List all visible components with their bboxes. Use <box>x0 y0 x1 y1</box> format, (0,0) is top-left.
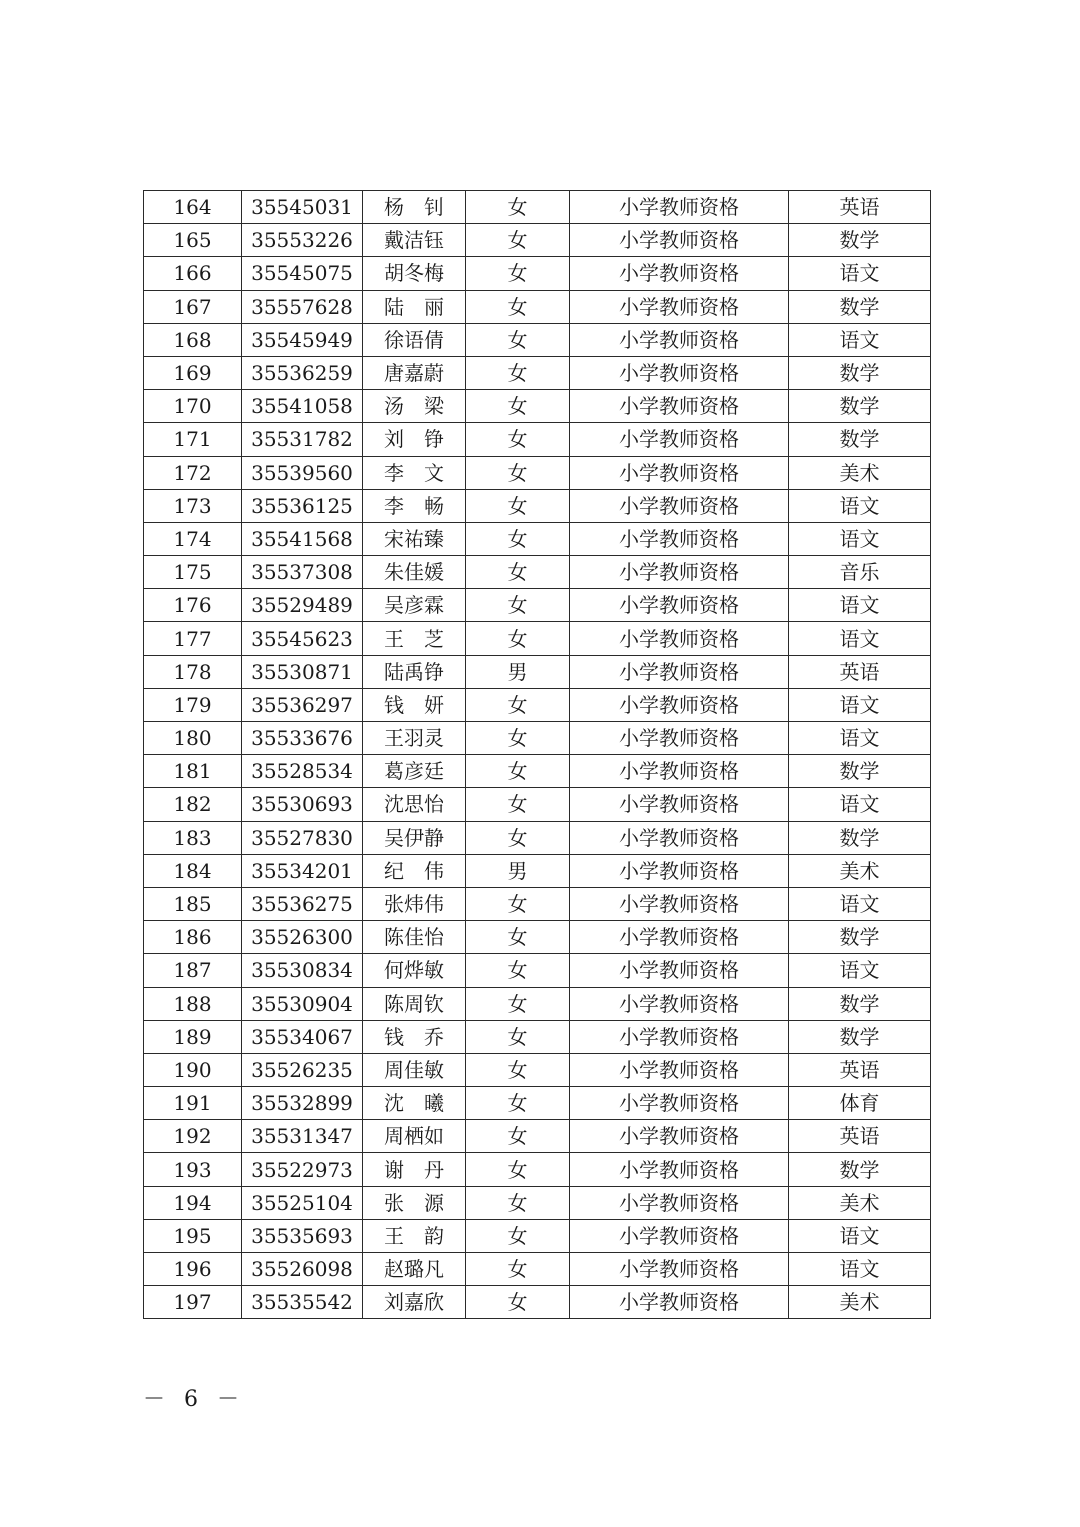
qualification-cell: 小学教师资格 <box>570 688 789 721</box>
qualification-cell: 小学教师资格 <box>570 323 789 356</box>
exam-id-cell: 35525104 <box>242 1186 363 1219</box>
name-cell: 李 文 <box>363 456 466 489</box>
name-cell: 钱 乔 <box>363 1020 466 1053</box>
subject-cell: 语文 <box>789 688 931 721</box>
subject-cell: 美术 <box>789 1186 931 1219</box>
row-number-cell: 172 <box>144 456 242 489</box>
qualification-cell: 小学教师资格 <box>570 921 789 954</box>
subject-cell: 语文 <box>789 522 931 555</box>
exam-id-cell: 35531347 <box>242 1120 363 1153</box>
name-cell: 陈周钦 <box>363 987 466 1020</box>
name-cell: 纪 伟 <box>363 854 466 887</box>
table-row <box>144 489 931 522</box>
subject-cell: 数学 <box>789 224 931 257</box>
gender-cell: 女 <box>466 755 570 788</box>
row-number-cell: 192 <box>144 1120 242 1153</box>
subject-cell: 数学 <box>789 1153 931 1186</box>
exam-id-cell: 35533676 <box>242 722 363 755</box>
exam-id-cell: 35530871 <box>242 655 363 688</box>
table-row <box>144 1053 931 1086</box>
name-cell: 陈佳怡 <box>363 921 466 954</box>
row-number-cell: 174 <box>144 522 242 555</box>
gender-cell: 女 <box>466 423 570 456</box>
qualification-cell: 小学教师资格 <box>570 887 789 920</box>
qualification-cell: 小学教师资格 <box>570 290 789 323</box>
row-number-cell: 185 <box>144 887 242 920</box>
row-number-cell: 188 <box>144 987 242 1020</box>
gender-cell: 女 <box>466 887 570 920</box>
exam-id-cell: 35530693 <box>242 788 363 821</box>
name-cell: 戴洁钰 <box>363 224 466 257</box>
subject-cell: 语文 <box>789 887 931 920</box>
name-cell: 王 韵 <box>363 1219 466 1252</box>
name-cell: 赵璐凡 <box>363 1253 466 1286</box>
name-cell: 陆 丽 <box>363 290 466 323</box>
exam-id-cell: 35528534 <box>242 755 363 788</box>
exam-id-cell: 35545949 <box>242 323 363 356</box>
table-row <box>144 522 931 555</box>
row-number-cell: 165 <box>144 224 242 257</box>
qualification-cell: 小学教师资格 <box>570 257 789 290</box>
subject-cell: 数学 <box>789 356 931 389</box>
exam-id-cell: 35522973 <box>242 1153 363 1186</box>
qualification-cell: 小学教师资格 <box>570 456 789 489</box>
table-row <box>144 722 931 755</box>
gender-cell: 女 <box>466 290 570 323</box>
subject-cell: 英语 <box>789 1120 931 1153</box>
name-cell: 葛彦廷 <box>363 755 466 788</box>
subject-cell: 语文 <box>789 722 931 755</box>
exam-id-cell: 35536259 <box>242 356 363 389</box>
name-cell: 徐语倩 <box>363 323 466 356</box>
subject-cell: 数学 <box>789 423 931 456</box>
name-cell: 吴彦霖 <box>363 589 466 622</box>
table-row <box>144 755 931 788</box>
gender-cell: 女 <box>466 954 570 987</box>
name-cell: 宋祐臻 <box>363 522 466 555</box>
qualification-cell: 小学教师资格 <box>570 1253 789 1286</box>
exam-id-cell: 35536125 <box>242 489 363 522</box>
qualification-cell: 小学教师资格 <box>570 722 789 755</box>
exam-id-cell: 35545075 <box>242 257 363 290</box>
row-number-cell: 179 <box>144 688 242 721</box>
subject-cell: 体育 <box>789 1087 931 1120</box>
name-cell: 胡冬梅 <box>363 257 466 290</box>
gender-cell: 女 <box>466 522 570 555</box>
gender-cell: 女 <box>466 788 570 821</box>
row-number-cell: 177 <box>144 622 242 655</box>
gender-cell: 女 <box>466 224 570 257</box>
qualification-cell: 小学教师资格 <box>570 987 789 1020</box>
gender-cell: 女 <box>466 1286 570 1319</box>
row-number-cell: 191 <box>144 1087 242 1120</box>
qualification-cell: 小学教师资格 <box>570 489 789 522</box>
row-number-cell: 181 <box>144 755 242 788</box>
qualification-cell: 小学教师资格 <box>570 1186 789 1219</box>
subject-cell: 数学 <box>789 821 931 854</box>
name-cell: 钱 妍 <box>363 688 466 721</box>
gender-cell: 女 <box>466 556 570 589</box>
row-number-cell: 194 <box>144 1186 242 1219</box>
gender-cell: 女 <box>466 722 570 755</box>
exam-id-cell: 35535542 <box>242 1286 363 1319</box>
name-cell: 刘 铮 <box>363 423 466 456</box>
qualification-cell: 小学教师资格 <box>570 821 789 854</box>
table-row <box>144 688 931 721</box>
roster-sheet <box>143 190 930 1319</box>
subject-cell: 语文 <box>789 1253 931 1286</box>
exam-id-cell: 35532899 <box>242 1087 363 1120</box>
name-cell: 唐嘉蔚 <box>363 356 466 389</box>
table-row <box>144 556 931 589</box>
table-row <box>144 987 931 1020</box>
gender-cell: 女 <box>466 456 570 489</box>
subject-cell: 语文 <box>789 257 931 290</box>
row-number-cell: 183 <box>144 821 242 854</box>
table-row <box>144 456 931 489</box>
exam-id-cell: 35541058 <box>242 390 363 423</box>
row-number-cell: 168 <box>144 323 242 356</box>
gender-cell: 女 <box>466 356 570 389</box>
name-cell: 周栖如 <box>363 1120 466 1153</box>
name-cell: 张炜伟 <box>363 887 466 920</box>
qualification-cell: 小学教师资格 <box>570 224 789 257</box>
exam-id-cell: 35537308 <box>242 556 363 589</box>
qualification-cell: 小学教师资格 <box>570 954 789 987</box>
name-cell: 何烨敏 <box>363 954 466 987</box>
qualification-cell: 小学教师资格 <box>570 522 789 555</box>
gender-cell: 男 <box>466 655 570 688</box>
table-row <box>144 1219 931 1252</box>
qualification-cell: 小学教师资格 <box>570 1120 789 1153</box>
row-number-cell: 190 <box>144 1053 242 1086</box>
row-number-cell: 178 <box>144 655 242 688</box>
exam-id-cell: 35535693 <box>242 1219 363 1252</box>
table-row <box>144 821 931 854</box>
qualification-cell: 小学教师资格 <box>570 1153 789 1186</box>
row-number-cell: 195 <box>144 1219 242 1252</box>
exam-id-cell: 35527830 <box>242 821 363 854</box>
row-number-cell: 164 <box>144 191 242 224</box>
row-number-cell: 196 <box>144 1253 242 1286</box>
subject-cell: 语文 <box>789 788 931 821</box>
table-row <box>144 887 931 920</box>
table-row <box>144 954 931 987</box>
gender-cell: 女 <box>466 1253 570 1286</box>
subject-cell: 美术 <box>789 456 931 489</box>
exam-id-cell: 35530904 <box>242 987 363 1020</box>
table-row <box>144 191 931 224</box>
exam-id-cell: 35553226 <box>242 224 363 257</box>
subject-cell: 英语 <box>789 1053 931 1086</box>
qualification-cell: 小学教师资格 <box>570 854 789 887</box>
name-cell: 王羽灵 <box>363 722 466 755</box>
page-number: － 6 － <box>143 1387 245 1412</box>
name-cell: 刘嘉欣 <box>363 1286 466 1319</box>
name-cell: 陆禹铮 <box>363 655 466 688</box>
row-number-cell: 171 <box>144 423 242 456</box>
qualification-cell: 小学教师资格 <box>570 556 789 589</box>
row-number-cell: 189 <box>144 1020 242 1053</box>
name-cell: 谢 丹 <box>363 1153 466 1186</box>
exam-id-cell: 35531782 <box>242 423 363 456</box>
table-row <box>144 1020 931 1053</box>
table-row <box>144 589 931 622</box>
subject-cell: 数学 <box>789 921 931 954</box>
subject-cell: 数学 <box>789 987 931 1020</box>
table-row <box>144 290 931 323</box>
gender-cell: 女 <box>466 1186 570 1219</box>
gender-cell: 女 <box>466 589 570 622</box>
row-number-cell: 180 <box>144 722 242 755</box>
subject-cell: 英语 <box>789 191 931 224</box>
qualification-cell: 小学教师资格 <box>570 1087 789 1120</box>
qualification-cell: 小学教师资格 <box>570 423 789 456</box>
qualification-cell: 小学教师资格 <box>570 390 789 423</box>
table-row <box>144 1087 931 1120</box>
gender-cell: 女 <box>466 821 570 854</box>
subject-cell: 语文 <box>789 622 931 655</box>
qualification-cell: 小学教师资格 <box>570 1219 789 1252</box>
name-cell: 周佳敏 <box>363 1053 466 1086</box>
row-number-cell: 175 <box>144 556 242 589</box>
exam-id-cell: 35545623 <box>242 622 363 655</box>
exam-id-cell: 35539560 <box>242 456 363 489</box>
subject-cell: 美术 <box>789 1286 931 1319</box>
row-number-cell: 167 <box>144 290 242 323</box>
row-number-cell: 169 <box>144 356 242 389</box>
qualification-cell: 小学教师资格 <box>570 622 789 655</box>
gender-cell: 女 <box>466 1120 570 1153</box>
exam-id-cell: 35526300 <box>242 921 363 954</box>
name-cell: 汤 梁 <box>363 390 466 423</box>
table-row <box>144 622 931 655</box>
subject-cell: 美术 <box>789 854 931 887</box>
table-row <box>144 257 931 290</box>
subject-cell: 英语 <box>789 655 931 688</box>
qualification-cell: 小学教师资格 <box>570 755 789 788</box>
row-number-cell: 166 <box>144 257 242 290</box>
row-number-cell: 187 <box>144 954 242 987</box>
subject-cell: 数学 <box>789 1020 931 1053</box>
table-row <box>144 1186 931 1219</box>
name-cell: 王 芝 <box>363 622 466 655</box>
gender-cell: 女 <box>466 257 570 290</box>
table-row <box>144 224 931 257</box>
row-number-cell: 197 <box>144 1286 242 1319</box>
exam-id-cell: 35557628 <box>242 290 363 323</box>
exam-id-cell: 35534067 <box>242 1020 363 1053</box>
table-row <box>144 1286 931 1319</box>
gender-cell: 女 <box>466 1020 570 1053</box>
row-number-cell: 186 <box>144 921 242 954</box>
subject-cell: 语文 <box>789 489 931 522</box>
gender-cell: 女 <box>466 323 570 356</box>
name-cell: 沈 曦 <box>363 1087 466 1120</box>
row-number-cell: 193 <box>144 1153 242 1186</box>
qualification-cell: 小学教师资格 <box>570 191 789 224</box>
exam-id-cell: 35545031 <box>242 191 363 224</box>
subject-cell: 语文 <box>789 323 931 356</box>
gender-cell: 女 <box>466 622 570 655</box>
exam-id-cell: 35534201 <box>242 854 363 887</box>
name-cell: 张 源 <box>363 1186 466 1219</box>
subject-cell: 数学 <box>789 390 931 423</box>
subject-cell: 数学 <box>789 755 931 788</box>
table-row <box>144 356 931 389</box>
gender-cell: 女 <box>466 1087 570 1120</box>
qualification-cell: 小学教师资格 <box>570 1053 789 1086</box>
qualification-cell: 小学教师资格 <box>570 655 789 688</box>
row-number-cell: 184 <box>144 854 242 887</box>
table-row <box>144 788 931 821</box>
gender-cell: 女 <box>466 1153 570 1186</box>
table-row <box>144 423 931 456</box>
gender-cell: 女 <box>466 688 570 721</box>
exam-id-cell: 35529489 <box>242 589 363 622</box>
exam-id-cell: 35530834 <box>242 954 363 987</box>
gender-cell: 女 <box>466 191 570 224</box>
gender-cell: 男 <box>466 854 570 887</box>
exam-id-cell: 35526098 <box>242 1253 363 1286</box>
row-number-cell: 176 <box>144 589 242 622</box>
gender-cell: 女 <box>466 390 570 423</box>
name-cell: 朱佳媛 <box>363 556 466 589</box>
exam-id-cell: 35536275 <box>242 887 363 920</box>
table-row <box>144 921 931 954</box>
candidate-table-body <box>144 191 931 1319</box>
subject-cell: 数学 <box>789 290 931 323</box>
exam-id-cell: 35541568 <box>242 522 363 555</box>
gender-cell: 女 <box>466 921 570 954</box>
subject-cell: 语文 <box>789 1219 931 1252</box>
qualification-cell: 小学教师资格 <box>570 788 789 821</box>
table-row <box>144 1153 931 1186</box>
row-number-cell: 182 <box>144 788 242 821</box>
exam-id-cell: 35536297 <box>242 688 363 721</box>
table-row <box>144 854 931 887</box>
table-row <box>144 1253 931 1286</box>
row-number-cell: 170 <box>144 390 242 423</box>
name-cell: 吴伊静 <box>363 821 466 854</box>
table-row <box>144 1120 931 1153</box>
qualification-cell: 小学教师资格 <box>570 356 789 389</box>
name-cell: 李 畅 <box>363 489 466 522</box>
table-row <box>144 655 931 688</box>
table-row <box>144 323 931 356</box>
subject-cell: 语文 <box>789 954 931 987</box>
subject-cell: 音乐 <box>789 556 931 589</box>
qualification-cell: 小学教师资格 <box>570 1020 789 1053</box>
name-cell: 沈思怡 <box>363 788 466 821</box>
exam-id-cell: 35526235 <box>242 1053 363 1086</box>
table-row <box>144 390 931 423</box>
row-number-cell: 173 <box>144 489 242 522</box>
candidate-table <box>143 190 931 1319</box>
gender-cell: 女 <box>466 1219 570 1252</box>
gender-cell: 女 <box>466 1053 570 1086</box>
name-cell: 杨 钊 <box>363 191 466 224</box>
gender-cell: 女 <box>466 489 570 522</box>
gender-cell: 女 <box>466 987 570 1020</box>
subject-cell: 语文 <box>789 589 931 622</box>
qualification-cell: 小学教师资格 <box>570 589 789 622</box>
qualification-cell: 小学教师资格 <box>570 1286 789 1319</box>
